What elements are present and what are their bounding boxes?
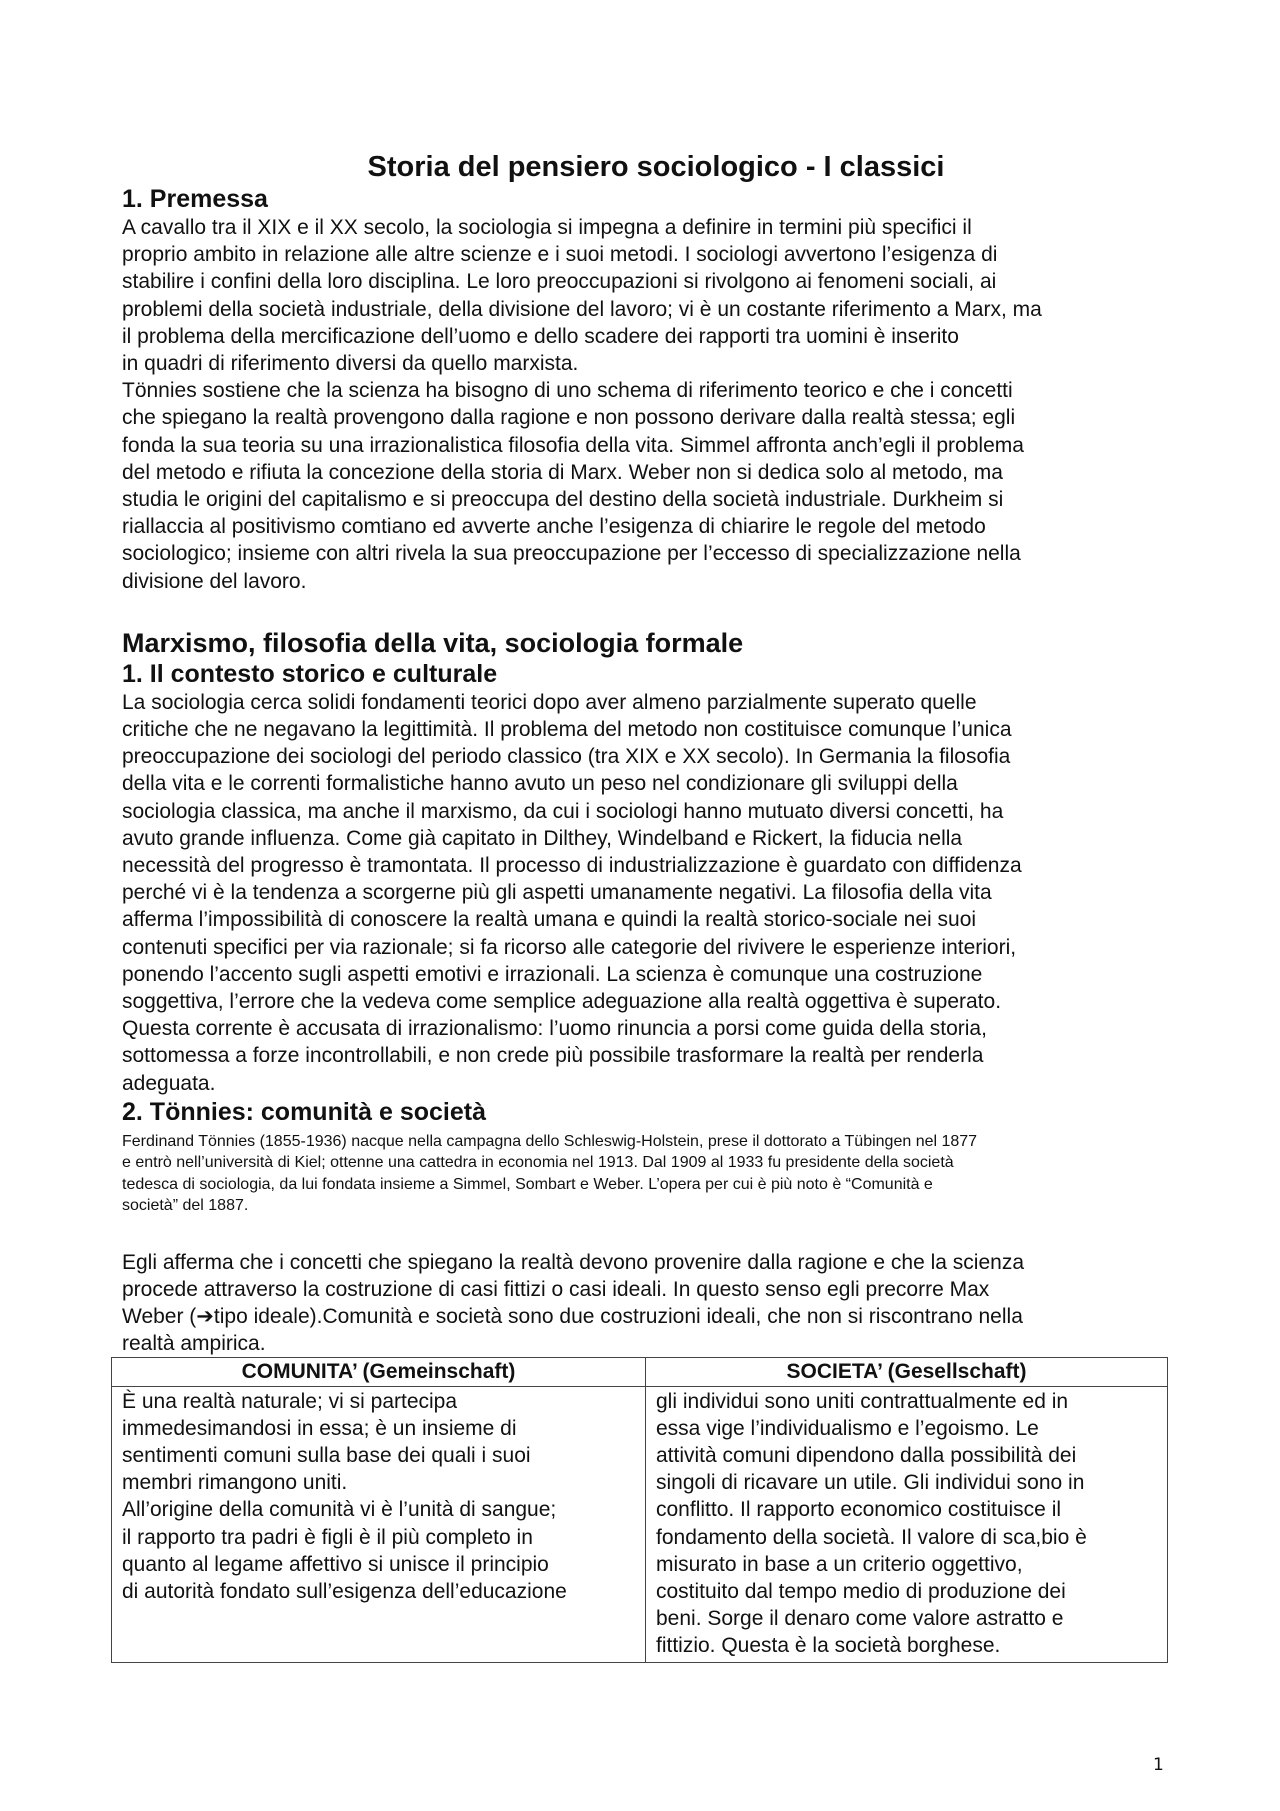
page-number: 1 [1153, 1755, 1164, 1775]
tonnies-biography: Ferdinand Tönnies (1855-1936) nacque nella campagna dello Schleswig-Holstein, prese il dottorato a Tübingen nel 1877 e entrò nell’università di Kiel; ottenne una cattedra in economia nel 1913. Dal 1909 al 1933 fu presidente della società tedesca di sociologia, da lui fondata insieme a Simmel, Sombart e Weber. L’opera per cui è più noto è “Comunità e società” del 1887. [122, 1132, 978, 1215]
document-page [122, 150, 1170, 1663]
premessa-paragraph-2: Tönnies sostiene che la scienza ha bisogno di uno schema di riferimento teorico e che i concetti che spiegano la realtà provengono dalla ragione e non possono derivare dalla realtà stessa; egli fonda la sua teoria su una irrazionalistica filosofia della vita. Simmel affronta anch’egli il problema del metodo e rifiuta la concezione della storia di Marx. Weber non si dedica solo al metodo, ma studia le origini del capitalismo e si preoccupa del destino della società industriale. Durkheim si riallaccia al positivismo comtiano ed avverte anche l’esigenza di chiarire le regole del metodo sociologico; insieme con altri rivela la sua preoccupazione per l’eccesso di specializzazione nella divisione del lavoro. [122, 379, 1024, 593]
section-heading-premessa: 1. Premessa [122, 185, 268, 213]
chapter-heading: Marxismo, filosofia della vita, sociologia formale [122, 627, 744, 658]
table-row [112, 1386, 1168, 1662]
section-heading-contesto: 1. Il contesto storico e culturale [122, 659, 498, 688]
tonnies-paragraph: Egli afferma che i concetti che spiegano la realtà devono provenire dalla ragione e che la scienza procede attraverso la costruzione di casi fittizi o casi ideali. In questo senso egli precorre Max Weber (➔tipo ideale).Comunità e società sono due costruzioni ideali, che non si riscontrano nella realtà ampirica. [122, 1250, 1025, 1356]
contesto-paragraph: La sociologia cerca solidi fondamenti teorici dopo aver almeno parzialmente superato quelle critiche che ne negavano la legittimità. Il problema del metodo non costituisce comunque l’unica preoccupazione dei sociologi del periodo classico (tra XIX e XX secolo). In Germania la filosofia della vita e le correnti formalistiche hanno avuto un peso nel condizionare gli sviluppi della sociologia classica, ma anche il marxismo, da cui i sociologi hanno mutuato diversi concetti, ha avuto grande influenza. Come già capitato in Dilthey, Windelband e Rickert, la fiducia nella necessità del progresso è tramontata. Il processo di industrializzazione è guardato con diffidenza perché vi è la tendenza a scorgerne più gli aspetti umanamente negativi. La filosofia della vita afferma l’impossibilità di conoscere la realtà umana e quindi la realtà storico-sociale nei suoi contenuti specifici per via razionale; si fa ricorso alle categorie del rivivere le esperienze interiori, ponendo l’accento sugli aspetti emotivi e irrazionali. La scienza è comunque una costruzione soggettiva, l’errore che la vedeva come semplice adeguazione alla realtà oggettiva è superato. Questa corrente è accusata di irrazionalismo: l’uomo rinuncia a porsi come guida della storia, sottomessa a forze incontrollabili, e non crede più possibile trasformare la realtà per renderla adeguata. [122, 690, 1022, 1095]
cell-comunita: È una realtà naturale; vi si partecipa immedesimandosi in essa; è un insieme di sentimenti comuni sulla base dei quali i suoi membri rimangono uniti. All’origine della comunità vi è l’unità di sangue; il rapporto tra padri è figli è il più completo in quanto al legame affettivo si unisce il principio di autorità fondato sull’esigenza dell’educazione [112, 1386, 646, 1662]
header-comunita: COMUNITA’ (Gemeinschaft) [112, 1358, 646, 1386]
document-title: Storia del pensiero sociologico - I classici [367, 151, 945, 183]
comparison-table [111, 1357, 1168, 1662]
section-heading-tonnies: 2. Tönnies: comunità e società [122, 1097, 486, 1126]
header-societa: SOCIETA’ (Gesellschaft) [646, 1358, 1168, 1386]
cell-societa: gli individui sono uniti contrattualmente ed in essa vige l’individualismo e l’egoismo. Le attività comuni dipendono dalla possibilità dei singoli di ricavare un utile. Gli individui sono in conflitto. Il rapporto economico costituisce il fondamento della società. Il valore di sca,bio è misurato in base a un criterio oggettivo, costituito dal tempo medio di produzione dei beni. Sorge il denaro come valore astratto e fittizio. Questa è la società borghese. [646, 1386, 1168, 1662]
premessa-paragraph-1: A cavallo tra il XIX e il XX secolo, la sociologia si impegna a definire in termini più specifici il proprio ambito in relazione alle altre scienze e i suoi metodi. I sociologi avvertono l’esigenza di stabilire i confini della loro disciplina. Le loro preoccupazioni si rivolgono ai fenomeni sociali, ai problemi della società industriale, della divisione del lavoro; vi è un costante riferimento a Marx, ma il problema della mercificazione dell’uomo e dello scadere dei rapporti tra uomini è inserito in quadri di riferimento diversi da quello marxista. [122, 216, 1042, 376]
table-header-row [112, 1358, 1168, 1386]
spacer [122, 595, 1170, 627]
spacer [122, 1217, 1170, 1249]
